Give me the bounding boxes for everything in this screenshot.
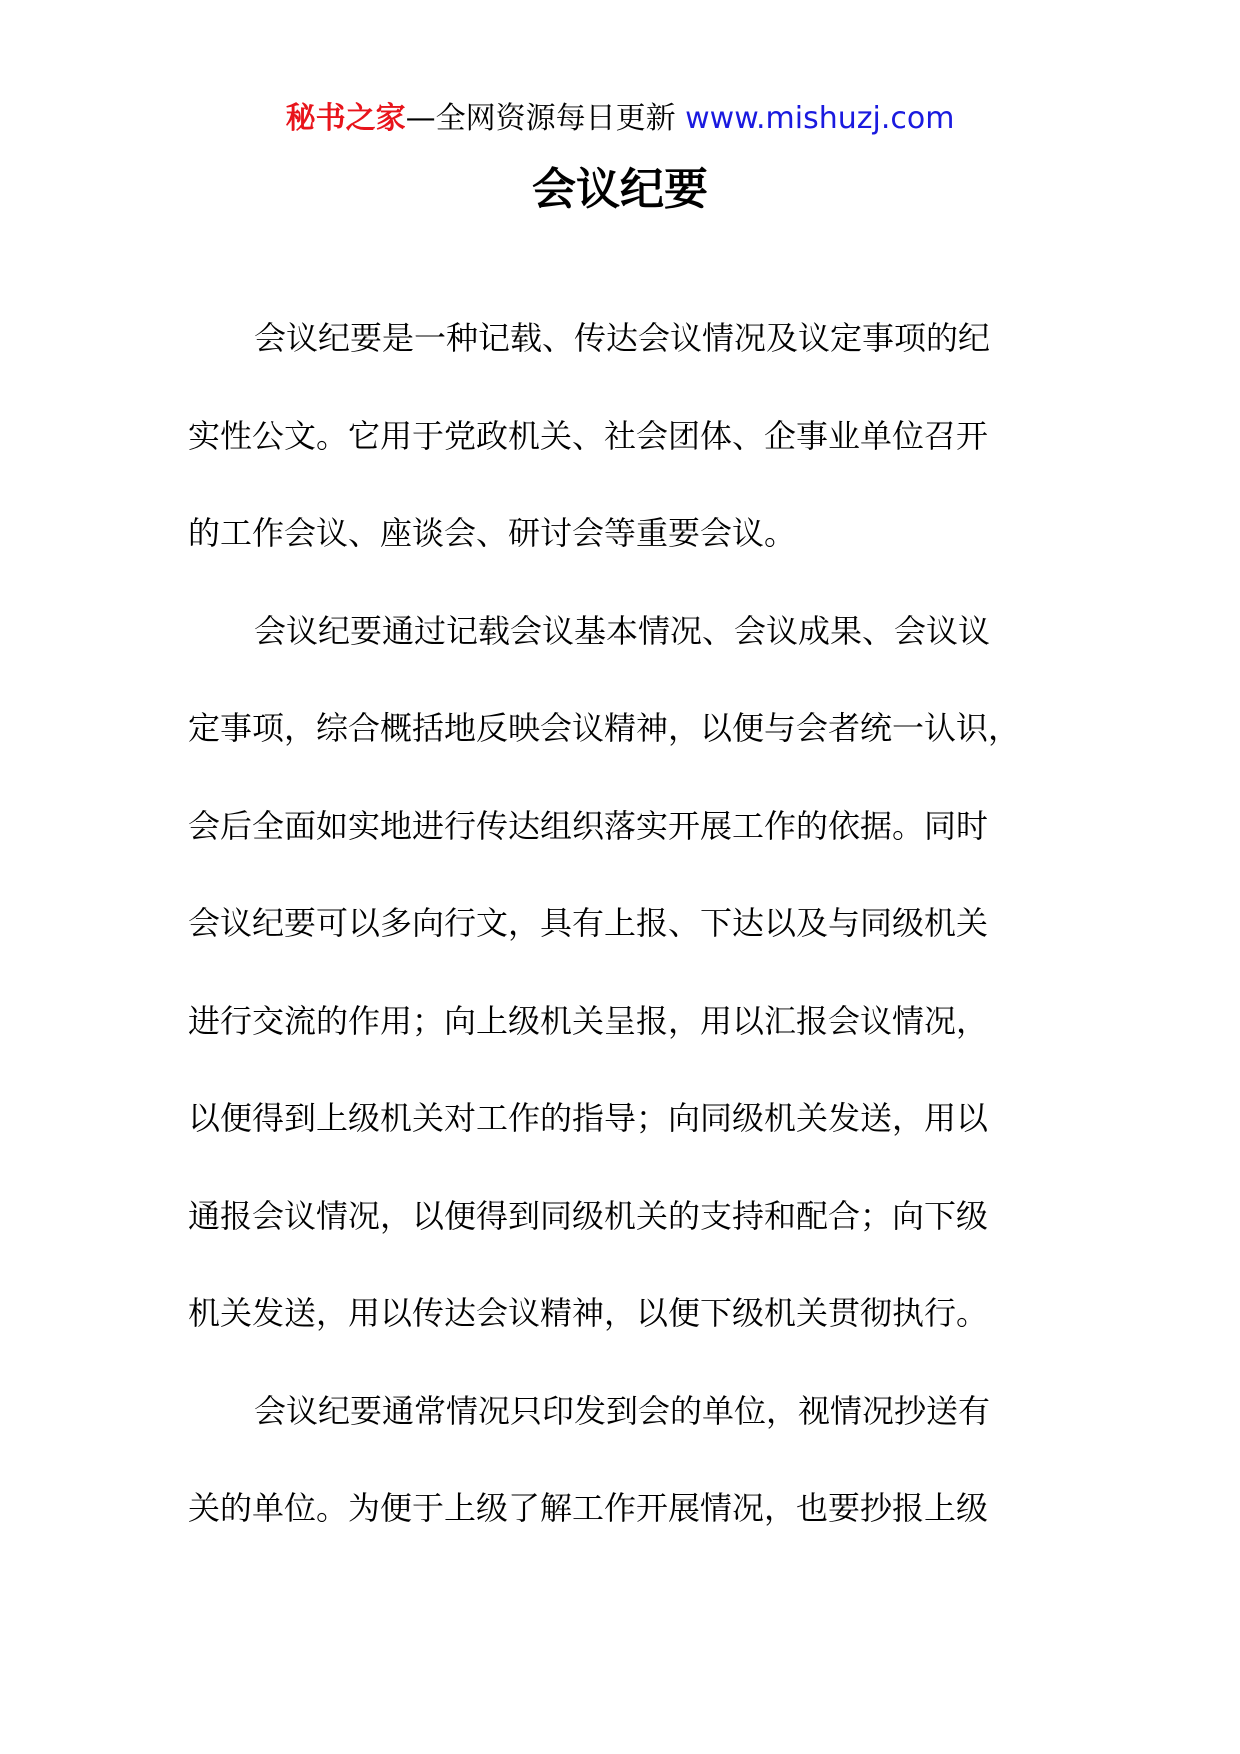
document-body [188,290,1028,1558]
text-line: 通报会议情况，以便得到同级机关的支持和配合；向下级 [188,1196,989,1235]
text-line: 关的单位。为便于上级了解工作开展情况，也要抄报上级 [188,1489,989,1527]
document-title: 会议纪要 [532,164,708,215]
text-line: 定事项，综合概括地反映会议精神，以便与会者统一认识， [188,709,1021,747]
text-line: 机关发送，用以传达会议精神，以便下级机关贯彻执行。 [188,1294,989,1332]
text-line: 实性公文。它用于党政机关、社会团体、企事业单位召开 [188,416,989,455]
text-line: 进行交流的作用；向上级机关呈报，用以汇报会议情况， [188,1001,989,1040]
text-line: 会后全面如实地进行传达组织落实开展工作的依据。同时 [188,806,989,845]
paragraph-3 [188,1363,1028,1558]
site-banner [0,98,1240,140]
paragraph-1 [188,290,1028,583]
text-line: 会议纪要通过记载会议基本情况、会议成果、会议议 [254,611,991,650]
text-line: 会议纪要通常情况只印发到会的单位，视情况抄送有 [254,1391,991,1430]
text-line: 会议纪要是一种记载、传达会议情况及议定事项的纪 [254,319,991,357]
brand-name: 秘书之家 [285,101,406,136]
banner-tagline: —全网资源每日更新 [405,101,676,136]
text-line: 的工作会议、座谈会、研讨会等重要会议。 [188,514,797,552]
text-line: 以便得到上级机关对工作的指导；向同级机关发送，用以 [188,1099,989,1137]
site-url-link[interactable]: www.mishuzj.com [685,101,955,136]
paragraph-2 [188,583,1028,1363]
text-line: 会议纪要可以多向行文，具有上报、下达以及与同级机关 [188,904,989,942]
